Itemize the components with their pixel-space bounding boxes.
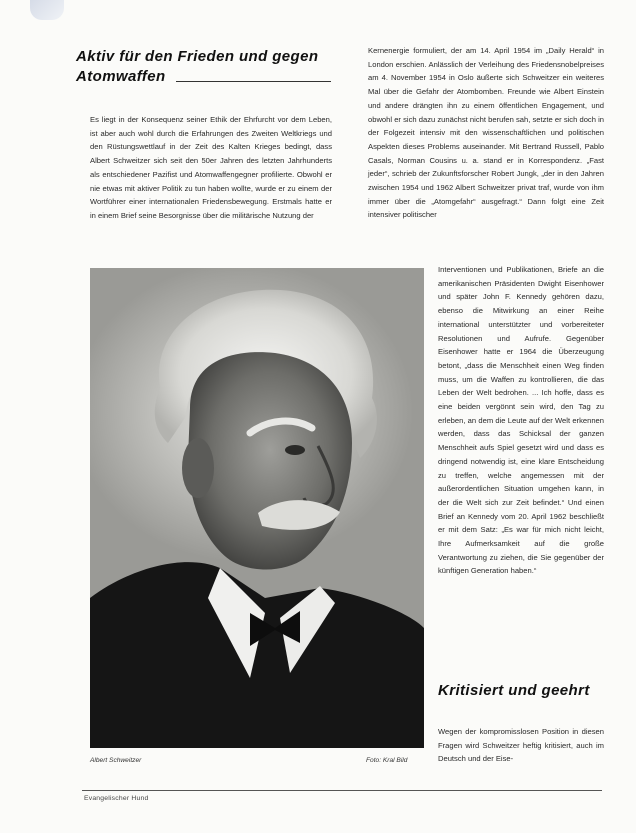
portrait-illustration bbox=[90, 268, 424, 748]
footer-rule bbox=[82, 790, 602, 791]
footer-text: Evangelischer Hund bbox=[84, 795, 149, 802]
photo-caption: Albert Schweitzer bbox=[90, 757, 142, 764]
right-paragraph-top: Kernenergie formuliert, der am 14. April 1954 im „Daily Herald“ in London erschien. Anlässlich der Verleihung des Friedensnobelpreises am 4. November 1954 in Oslo äußerte sich Schweitzer ein weiteres Mal über die Gefahr der Atombomben. Freunde wie Albert Einstein und andere drängten ihn zu einem öffentlichen Engagement, und obwohl er sich dazu zunächst nicht berufen sah, setzte er sich doch in der Folgezeit intensiv mit den wissenschaftlichen und politischen Aspekten dieses Problems auseinander. Mit Bertrand Russell, Pablo Casals, Norman Cousins u. a. stand er in Korrespondenz. „Fast jeder“, schrieb der Zukunftsforscher Robert Jungk, „der in den Jahren zwischen 1954 und 1962 Albert Schweitzer privat traf, wurde von ihm immer über die „Atomgefahr“ ausgefragt.“ Dann folgt eine Zeit intensiver politischer bbox=[368, 46, 604, 220]
corner-mark bbox=[30, 0, 64, 20]
portrait-photo bbox=[90, 268, 424, 748]
photo-credit: Foto: Kral Bild bbox=[366, 757, 408, 764]
right-column-bottom bbox=[438, 725, 604, 766]
heading-line-1: Aktiv für den Frieden und gegen bbox=[76, 48, 319, 65]
right-paragraph-narrow: Interventionen und Publikationen, Briefe an die amerikanischen Präsidenten Dwight Eisenhower und später John F. Kennedy gehören dazu, ebenso die Mitwirkung an einer Reihe international unterstützter und vorbereiteter Resolutionen und Aufrufe. Gegenüber Eisenhower hatte er 1964 die Überzeugung betont, „dass die Menschheit einen Weg finden muss, um die Waffen zu kontrollieren, die das Leben der Welt bedrohen. ... Ich hoffe, dass es eine beiden vergönnt sein wird, den Tag zu erleben, an dem die Leute auf der Welt erkennen werden, dass das Schicksal der ganzen Menschheit aufs Spiel gesetzt wird und dass es dringend notwendig ist, eine klare Entscheidung zu treffen, welche angemessen mit der außerordentlichen Situation umgehen kann, in der die Welt sich zur Zeit befindet.“ Und einen Brief an Kennedy vom 20. April 1962 beschließt er mit dem Satz: „Es war für mich nicht leicht, Ihre Aufmerksamkeit auf die große Verantwortung zu ziehen, die Sie gegenüber der künftigen Generation haben.“ bbox=[438, 265, 604, 576]
heading-rule bbox=[176, 81, 331, 82]
left-column bbox=[90, 113, 332, 223]
left-paragraph: Es liegt in der Konsequenz seiner Ethik der Ehrfurcht vor dem Leben, ist aber auch wohl durch die Erfahrungen des Zweiten Weltkriegs und den Rüstungswettlauf in der Zeit des Kalten Krieges bedingt, dass Albert Schweitzer sich seit den 50er Jahren des letzten Jahrhunderts als entschiedener Pazifist und Atomwaffengegner profilierte. Obwohl er nie etwas mit aktiver Politik zu tun haben wollte, wurde er zu einem der Wortführer einer internationalen Friedensbewegung. Erstmals hatte er in einem Brief seine Besorgnisse über die militärische Nutzung der bbox=[90, 115, 332, 220]
right-paragraph-bottom: Wegen der kompromisslosen Position in diesen Fragen wird Schweitzer heftig kritisiert, auch im Deutsch und der Eise- bbox=[438, 727, 604, 764]
right-column-narrow bbox=[438, 263, 604, 578]
suit-shape bbox=[90, 562, 424, 748]
right-column-top bbox=[368, 44, 604, 222]
heading-line-2: Atomwaffen bbox=[76, 68, 166, 85]
ear-shape bbox=[182, 438, 214, 498]
eye-shape bbox=[285, 445, 305, 455]
heading-kritisiert: Kritisiert und geehrt bbox=[438, 682, 590, 699]
